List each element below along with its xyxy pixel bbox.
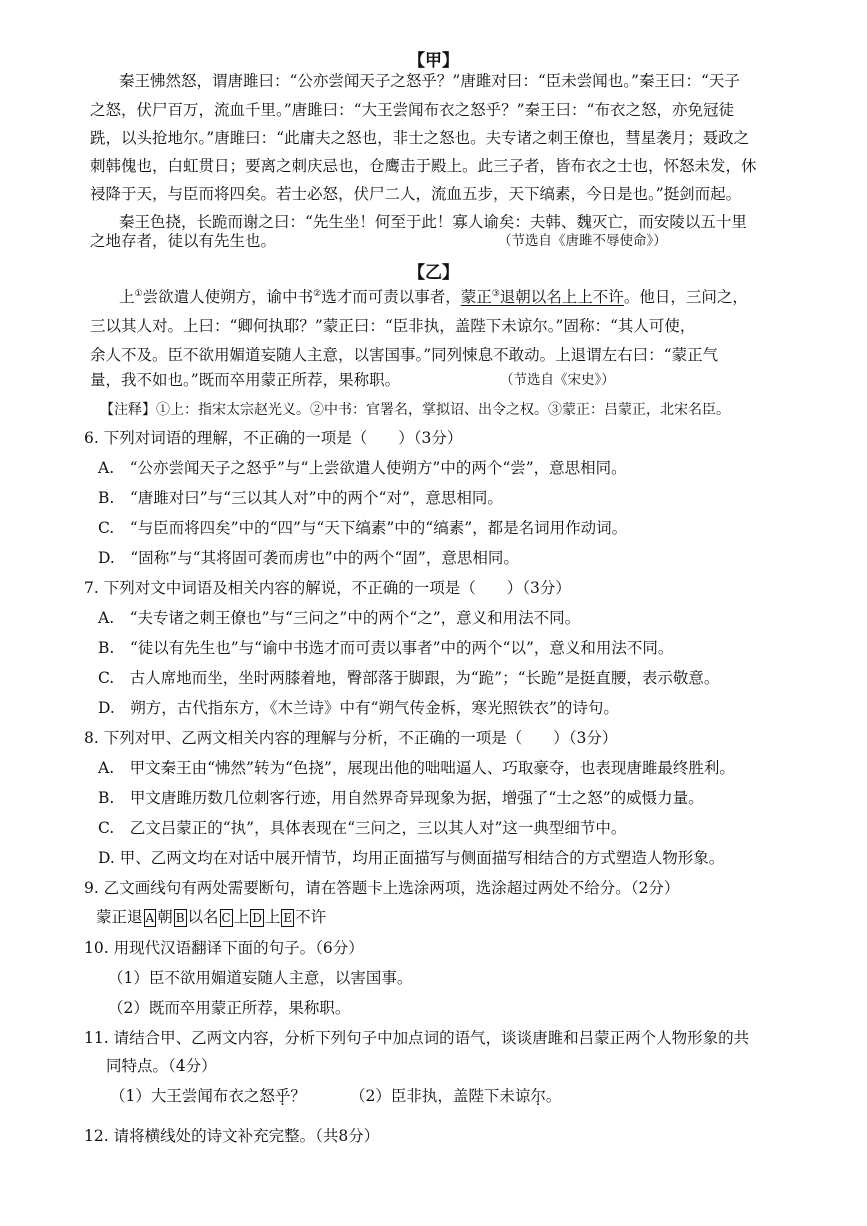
yi-line3: 余人不及。臣不欲用媚道妄随人主意，以害国事。”同列悚息不敢动。上退谓左右曰：“蒙正气 [90,346,719,364]
q9-text: 上 [264,908,281,926]
q11-stem-line2: 同特点。（4分） [106,1057,217,1075]
yi-text: 上 [119,288,135,306]
jia-p1-line2: 之怒，伏尸百万，流血千里。”唐雎曰：“大王尝闻布衣之怒乎？”秦王曰：“布衣之怒，亦免冠徒 [90,101,734,119]
yi-line2: 三以其人对。上曰：“卿何执耶？”蒙正曰：“臣非执，盖陛下未谅尔。”固称：“其人可使， [90,317,696,335]
footnote-marker-1: ① [134,288,143,299]
q9-text: 不许 [295,908,327,926]
jia-p1-line1: 秦王怫然怒，谓唐雎曰：“公亦尝闻天子之怒乎？”唐雎对曰：“臣未尝闻也。”秦王曰：“天子 [119,72,740,90]
q11-text: （2）臣非执，盖陛下未谅 [350,1087,531,1105]
q7-option-a: A. “夫专诸之刺王僚也”与“三问之”中的两个“之”，意义和用法不同。 [98,609,581,627]
q6-option-c: C. “与臣而将四矣”中的“四”与“天下缟素”中的“缟素”，都是名词用作动词。 [98,519,628,537]
footnote-marker-3: ③ [491,288,500,299]
q7-option-d: D. 朔方，古代指东方，《木兰诗》中有“朔气传金柝，寒光照铁衣”的诗句。 [98,699,619,717]
q7-option-b: B. “徒以有先生也”与“谕中书选才而可责以事者”中的两个“以”，意义和用法不同。 [98,639,674,657]
jia-p2-line1: 秦王色挠，长跪而谢之曰：“先生坐！何至于此！寡人谕矣：夫韩、魏灭亡，而安陵以五十里 [119,213,747,231]
break-option-e[interactable]: E [283,911,293,925]
q11-text: 。 [545,1087,562,1105]
q8-option-b: B. 甲文唐雎历数几位刺客行迹，用自然界奇异现象为据，增强了“士之怒”的威慑力量。 [98,789,704,807]
q11-text: ？ [290,1087,306,1105]
q8-option-a: A. 甲文秦王由“怫然”转为“色挠”，展现出他的咄咄逼人、巧取豪夺，也表现唐雎最终胜利。 [98,759,735,777]
break-option-b[interactable]: B [175,911,185,925]
q6-stem: 6. 下列对词语的理解，不正确的一项是（ ）（3分） [84,429,463,447]
underlined-sentence [461,288,624,306]
yi-line4: 量，我不如也。”既而卒用蒙正所荐，果称职。 [90,371,401,389]
q7-stem: 7. 下列对文中词语及相关内容的解说，不正确的一项是（ ）（3分） [84,579,571,597]
yi-source: （节选自《宋史》） [500,372,615,388]
q8-option-c: C. 乙文吕蒙正的“执”，具体表现在“三问之，三以其人对”这一典型细节中。 [98,819,627,837]
q9-stem: 9. 乙文画线句有两处需要断句，请在答题卡上选涂两项，选涂超过两处不给分。（2分） [84,879,680,897]
break-option-a[interactable]: A [145,911,155,925]
dotted-word: 尔 [530,1087,546,1105]
q10-stem: 10. 用现代汉语翻译下面的句子。（6分） [84,939,364,957]
section-title-yi: 【乙】 [408,263,459,283]
jia-p1-line4: 刺韩傀也，白虹贯日；要离之刺庆忌也，仓鹰击于殿上。此三子者，皆布衣之士也，怀怒未发，休 [90,157,757,175]
q9-text: 朝 [157,908,173,926]
q7-option-c: C. 古人席地而坐，坐时两膝着地，臀部落于脚跟，为“跪”；“长跪”是挺直腰，表示敬意。 [98,669,720,687]
q11-text: （1）大王尝闻布衣之怒 [110,1087,275,1105]
footnote-marker-2: ② [313,288,322,299]
q8-option-d: D. 甲、乙两文均在对话中展开情节，均用正面描写与侧面描写相结合的方式塑造人物形象。 [98,849,725,867]
jia-source: （节选自《唐雎不辱使命》） [498,233,667,249]
q12-stem: 12. 请将横线处的诗文补充完整。（共8分） [84,1127,380,1145]
q11-sentence-1 [110,1086,306,1106]
notes: 【注释】①上：指宋太宗赵光义。②中书：官署名，掌拟诏、出令之权。③蒙正：吕蒙正，北宋名臣。 [100,402,730,418]
yi-text: 。他日，三问之， [623,288,748,306]
q9-text: 上 [233,908,250,926]
q10-sentence-2: （2）既而卒用蒙正所荐，果称职。 [108,999,351,1017]
q9-sentence [96,907,326,927]
section-title-jia: 【甲】 [408,51,459,71]
underlined-text: 退朝以名上上不许 [499,288,624,306]
dotted-word: 乎 [274,1087,291,1105]
q6-option-b: B. “唐雎对曰”与“三以其人对”中的两个“对”，意思相同。 [98,489,503,507]
q9-text: 以名 [187,908,219,926]
q8-stem: 8. 下列对甲、乙两文相关内容的理解与分析，不正确的一项是（ ）（3分） [84,729,618,747]
q9-text: 蒙正退 [96,908,143,926]
q11-sentence-2 [350,1086,561,1106]
break-option-c[interactable]: C [221,911,231,925]
q6-option-d: D. “固称”与“其将固可袭而虏也”中的两个“固”，意思相同。 [98,549,519,567]
yi-text: 尝欲遣人使朔方，谕中书 [142,288,314,306]
underlined-text: 蒙正 [460,288,492,306]
yi-text: 选才而可责以事者， [321,288,461,306]
jia-p2-line2: 之地存者，徒以有先生也。 [90,232,277,250]
q10-sentence-1: （1）臣不欲用媚道妄随人主意，以害国事。 [108,969,413,987]
q11-stem-line1: 11. 请结合甲、乙两文内容，分析下列句子中加点词的语气，谈谈唐雎和吕蒙正两个人物形象的共 [84,1029,750,1047]
q6-option-a: A. “公亦尝闻天子之怒乎”与“上尝欲遣人使朔方”中的两个“尝”，意思相同。 [98,459,627,477]
jia-p1-line3: 跣，以头抢地尔。”唐雎曰：“此庸夫之怒也，非士之怒也。夫专诸之刺王僚也，彗星袭月；聂政之 [90,129,750,147]
yi-line1 [119,287,748,307]
jia-p1-line5: 祲降于天，与臣而将四矣。若士必怒，伏尸二人，流血五步，天下缟素，今日是也。”挺剑而起。 [90,185,742,203]
break-option-d[interactable]: D [252,911,262,925]
